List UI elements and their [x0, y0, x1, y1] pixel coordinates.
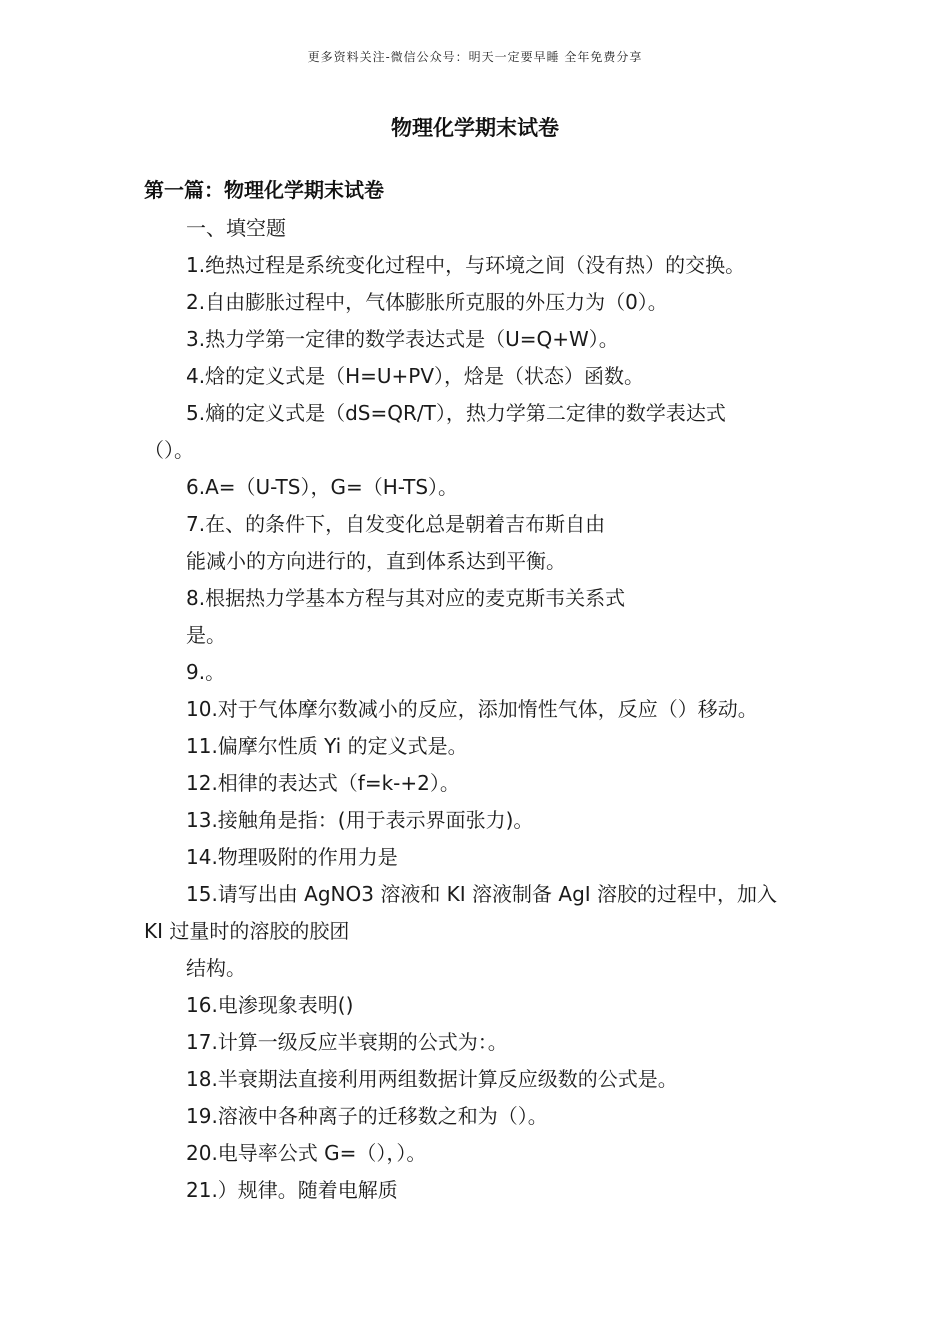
question-line: 2.自由膨胀过程中，气体膨胀所克服的外压力为（0）。: [186, 290, 668, 314]
section-heading: 第一篇：物理化学期末试卷: [144, 178, 384, 202]
question-line: 19.溶液中各种离子的迁移数之和为（）。: [186, 1104, 548, 1128]
question-line: 13.接触角是指：(用于表示界面张力)。: [186, 808, 534, 832]
question-line: 16.电渗现象表明(): [186, 993, 354, 1017]
question-line: 10.对于气体摩尔数减小的反应，添加惰性气体，反应（）移动。: [186, 697, 758, 721]
question-line: 21.）规律。随着电解质: [186, 1178, 398, 1202]
question-line: 11.偏摩尔性质 Yi 的定义式是。: [186, 734, 468, 758]
document-title: 物理化学期末试卷: [391, 116, 559, 140]
question-line: 是。: [186, 623, 226, 647]
question-line: 8.根据热力学基本方程与其对应的麦克斯韦关系式: [186, 586, 626, 610]
question-line: 3.热力学第一定律的数学表达式是（U=Q+W）。: [186, 327, 619, 351]
question-line: 17.计算一级反应半衰期的公式为：。: [186, 1030, 508, 1054]
question-line: 12.相律的表达式（f=k-+2）。: [186, 771, 460, 795]
question-line: 4.焓的定义式是（H=U+PV），焓是（状态）函数。: [186, 364, 645, 388]
question-line: 7.在、的条件下，自发变化总是朝着吉布斯自由: [186, 512, 606, 536]
question-line: 5.熵的定义式是（dS=QR/T），热力学第二定律的数学表达式: [186, 401, 726, 425]
section-subheading: 一、填空题: [186, 216, 286, 240]
question-line: 9.。: [186, 660, 226, 684]
question-line: 18.半衰期法直接利用两组数据计算反应级数的公式是。: [186, 1067, 678, 1091]
question-line: 1.绝热过程是系统变化过程中，与环境之间（没有热）的交换。: [186, 253, 746, 277]
header-note: 更多资料关注-微信公众号：明天一定要早睡 全年免费分享: [307, 50, 643, 64]
question-line: KI 过量时的溶胶的胶团: [144, 919, 350, 943]
question-list: [144, 210, 809, 1209]
question-line: 6.A=（U-TS），G=（H-TS）。: [186, 475, 459, 499]
question-line: 15.请写出由 AgNO3 溶液和 KI 溶液制备 AgI 溶胶的过程中，加入: [186, 882, 778, 906]
question-line: 14.物理吸附的作用力是: [186, 845, 398, 869]
question-line: 20.电导率公式 G=（），）。: [186, 1141, 427, 1165]
question-line: （）。: [144, 438, 194, 462]
question-line: 能减小的方向进行的，直到体系达到平衡。: [186, 549, 566, 573]
question-line: 结构。: [186, 956, 246, 980]
